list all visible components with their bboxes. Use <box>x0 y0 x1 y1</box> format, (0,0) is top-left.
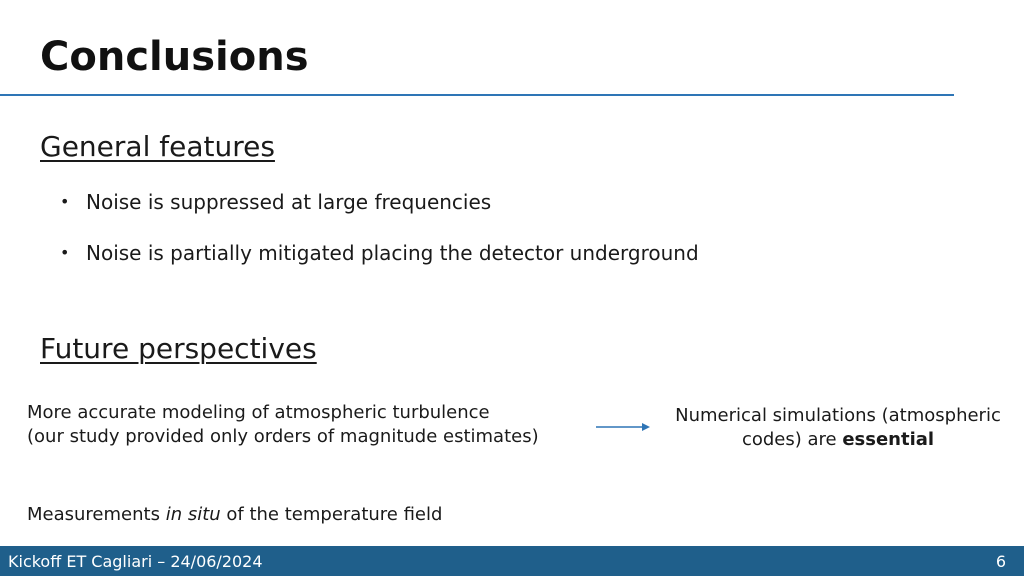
simulation-line-1: Numerical simulations (atmospheric <box>675 405 1001 426</box>
modeling-text <box>27 401 539 449</box>
bullet-icon: • <box>60 243 70 262</box>
modeling-line-2: (our study provided only orders of magnitude estimates) <box>27 426 539 447</box>
future-perspectives-heading: Future perspectives <box>40 332 317 365</box>
title-divider <box>0 94 954 96</box>
bullet-text: Noise is partially mitigated placing the detector underground <box>86 241 699 265</box>
measurement-text <box>27 503 442 527</box>
footer-bar <box>0 546 1024 576</box>
modeling-line-1: More accurate modeling of atmospheric turbulence <box>27 402 490 423</box>
measurement-prefix: Measurements <box>27 504 166 525</box>
essential-emphasis: essential <box>842 429 935 450</box>
bullet-icon: • <box>60 192 70 211</box>
list-item <box>60 190 699 214</box>
general-features-heading: General features <box>40 130 275 163</box>
page-number: 6 <box>995 552 1006 571</box>
right-arrow-icon <box>596 420 650 434</box>
list-item <box>60 241 699 265</box>
measurement-suffix: of the temperature field <box>220 504 443 525</box>
simulation-text <box>662 404 1014 452</box>
slide-title: Conclusions <box>40 34 309 80</box>
measurement-italic: in situ <box>165 504 221 525</box>
general-features-list <box>60 190 699 292</box>
simulation-line-2-prefix: codes) are <box>741 429 843 450</box>
simulation-line-2 <box>662 428 1014 452</box>
bullet-text: Noise is suppressed at large frequencies <box>86 190 492 214</box>
footer-event-label: Kickoff ET Cagliari – 24/06/2024 <box>8 552 263 571</box>
